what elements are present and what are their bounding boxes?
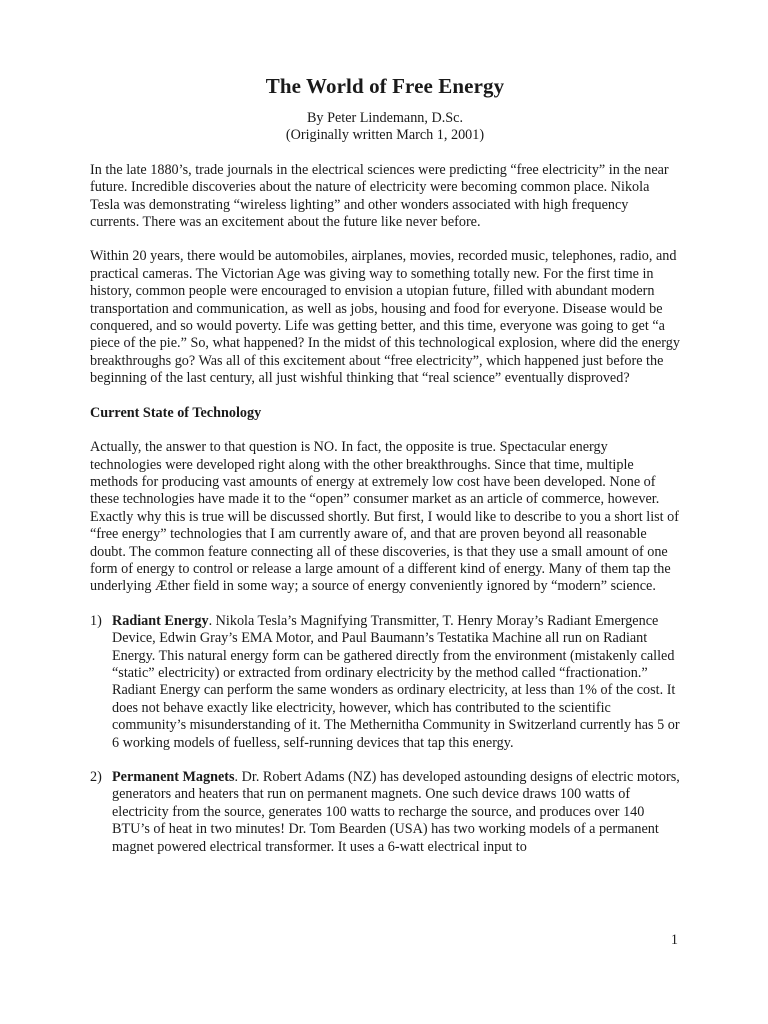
list-number: 1) (90, 612, 102, 629)
author-line: By Peter Lindemann, D.Sc. (306, 110, 464, 126)
list-item-heading: Permanent Magnets (112, 769, 235, 785)
paragraph-intro-1: In the late 1880’s, trade journals in the electrical sciences were predicting “free electricity” in the near future. Incredible discoveries about the nature of electricity were becoming common place. Nikola Tesla was demonstrating “wireless lighting” and other wonders associated with high frequency currents. There was an excitement about the future like never before. (90, 161, 669, 231)
list-item-heading: Radiant Energy (112, 612, 209, 629)
document-content (90, 72, 680, 873)
page-number: 1 (670, 932, 678, 948)
paragraph-intro-2: Within 20 years, there would be automobiles, airplanes, movies, recorded music, telephones, radio, and practical cameras. The Victorian Age was giving way to something totally new. For the first time in history, common people were encouraged to envision a utopian future, filled with abundant modern transportation and communication, as well as jobs, housing and food for everyone. Disease would be conquered, and so would poverty. Life was getting better, and this time, everyone was going to get “a piece of the pie.” So, what happened? In the midst of this technological explosion, where did the energy breakthroughs go? Was all of this excitement about “free electricity”, which happened just before the beginning of the last century, all just wishful thinking that “real science” eventually disproved? (90, 248, 680, 387)
date-line: (Originally written March 1, 2001) (285, 127, 485, 144)
list-number: 2) (90, 769, 102, 785)
list-item (90, 769, 680, 856)
byline-block (90, 110, 680, 145)
list-item (90, 613, 680, 752)
list-item-text: . Dr. Robert Adams (NZ) has developed astounding designs of electric motors, generators and heaters that run on permanent magnets. One such device draws 100 watts of electricity from the source, generates 100 watts to recharge the source, and produces over 140 BTU’s of heat in two minutes! Dr. Tom Bearden (USA) has two working models of a permanent magnet powered electrical transformer. It uses a 6-watt electrical input to (112, 769, 680, 855)
document-title: The World of Free Energy (265, 74, 505, 98)
section-heading: Current State of Technology (90, 404, 262, 421)
paragraph-section: Actually, the answer to that question is NO. In fact, the opposite is true. Spectacular energy technologies were developed right along with the other breakthroughs. Since that time, multiple methods for producing vast amounts of energy at extremely low cost have been developed. None of these technologies have made it to the “open” consumer market as an article of commerce, however. Exactly why this is true will be discussed shortly. But first, I would like to describe to you a short list of “free energy” technologies that I am currently aware of, and that are proven beyond all reasonable doubt. The common feature connecting all of these discoveries, is that they use a small amount of one form of energy to control or release a large amount of a different kind of energy. Many of them tap the underlying Æther field in some way; a source of energy conveniently ignored by “modern” science. (90, 439, 679, 595)
list-item-body (112, 613, 680, 752)
technology-list (90, 613, 680, 856)
list-item-text: . Nikola Tesla’s Magnifying Transmitter, T. Henry Moray’s Radiant Emergence Device, Edwin Gray’s EMA Motor, and Paul Baumann’s Testatika Machine all run on Radiant Energy. This natural energy form can be gathered directly from the environment (mistakenly called “static” electricity) or extracted from ordinary electricity by the method called “fractionation.” Radiant Energy can perform the same wonders as ordinary electricity, at less than 1% of the cost. It does not behave exactly like electricity, however, which has contributed to the scientific community’s misunderstanding of it. The Methernitha Community in Switzerland currently has 5 or 6 working models of fuelless, self-running devices that tap this energy. (112, 612, 680, 751)
list-item-body (112, 769, 680, 856)
